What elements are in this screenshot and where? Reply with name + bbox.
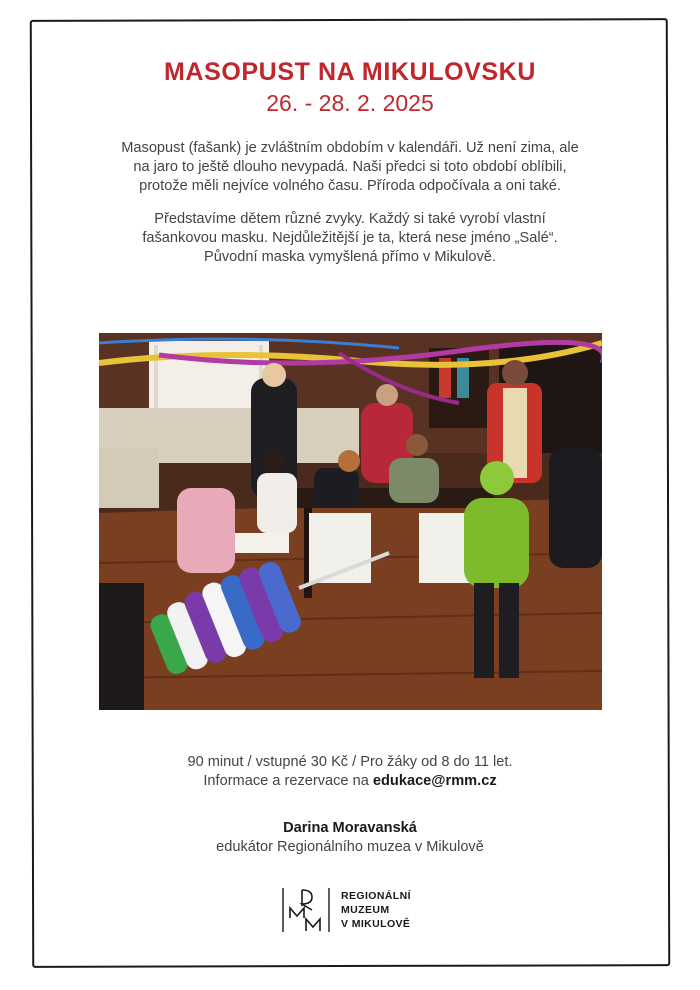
- event-details: 90 minut / vstupné 30 Kč / Pro žáky od 8 do 11 let.: [187, 754, 513, 770]
- logo-line: V MIKULOVĚ: [341, 918, 411, 930]
- museum-logo-text: [341, 889, 411, 931]
- reservation-label: Informace a rezervace na: [203, 773, 373, 789]
- email-link[interactable]: edukace@rmm.cz: [372, 773, 497, 789]
- intro-line: fašankovou masku. Nejdůležitější je ta, která nese jméno „Salé“.: [142, 230, 558, 246]
- intro-paragraph-1: [70, 139, 630, 196]
- intro-line: Představíme dětem různé zvyky. Každý si také vyrobí vlastní: [154, 211, 546, 227]
- page-title: MASOPUST NA MIKULOVSKU: [163, 58, 536, 86]
- museum-logo: [282, 886, 442, 936]
- reservation-info: [0, 773, 700, 789]
- intro-line: Původní maska vymyšlená přímo v Mikulově.: [204, 249, 496, 265]
- intro-paragraph-2: [70, 210, 630, 267]
- logo-line: MUZEUM: [341, 904, 390, 916]
- intro-line: Masopust (fašank) je zvláštním obdobím v kalendáři. Už není zima, ale: [121, 140, 579, 156]
- intro-line: protože měli nejvíce volného času. Příroda odpočívala a oni také.: [139, 178, 561, 194]
- intro-line: na jaro to ještě dlouho nevypadá. Naši předci si toto období oblíbili,: [133, 159, 567, 175]
- event-photo: [99, 333, 602, 710]
- photo-illustration: [99, 333, 602, 710]
- logo-line: REGIONÁLNÍ: [341, 890, 411, 902]
- museum-logo-icon: [282, 886, 330, 934]
- contact-role: edukátor Regionálního muzea v Mikulově: [216, 839, 484, 855]
- event-dates: 26. - 28. 2. 2025: [266, 90, 434, 116]
- contact-name: Darina Moravanská: [283, 820, 417, 836]
